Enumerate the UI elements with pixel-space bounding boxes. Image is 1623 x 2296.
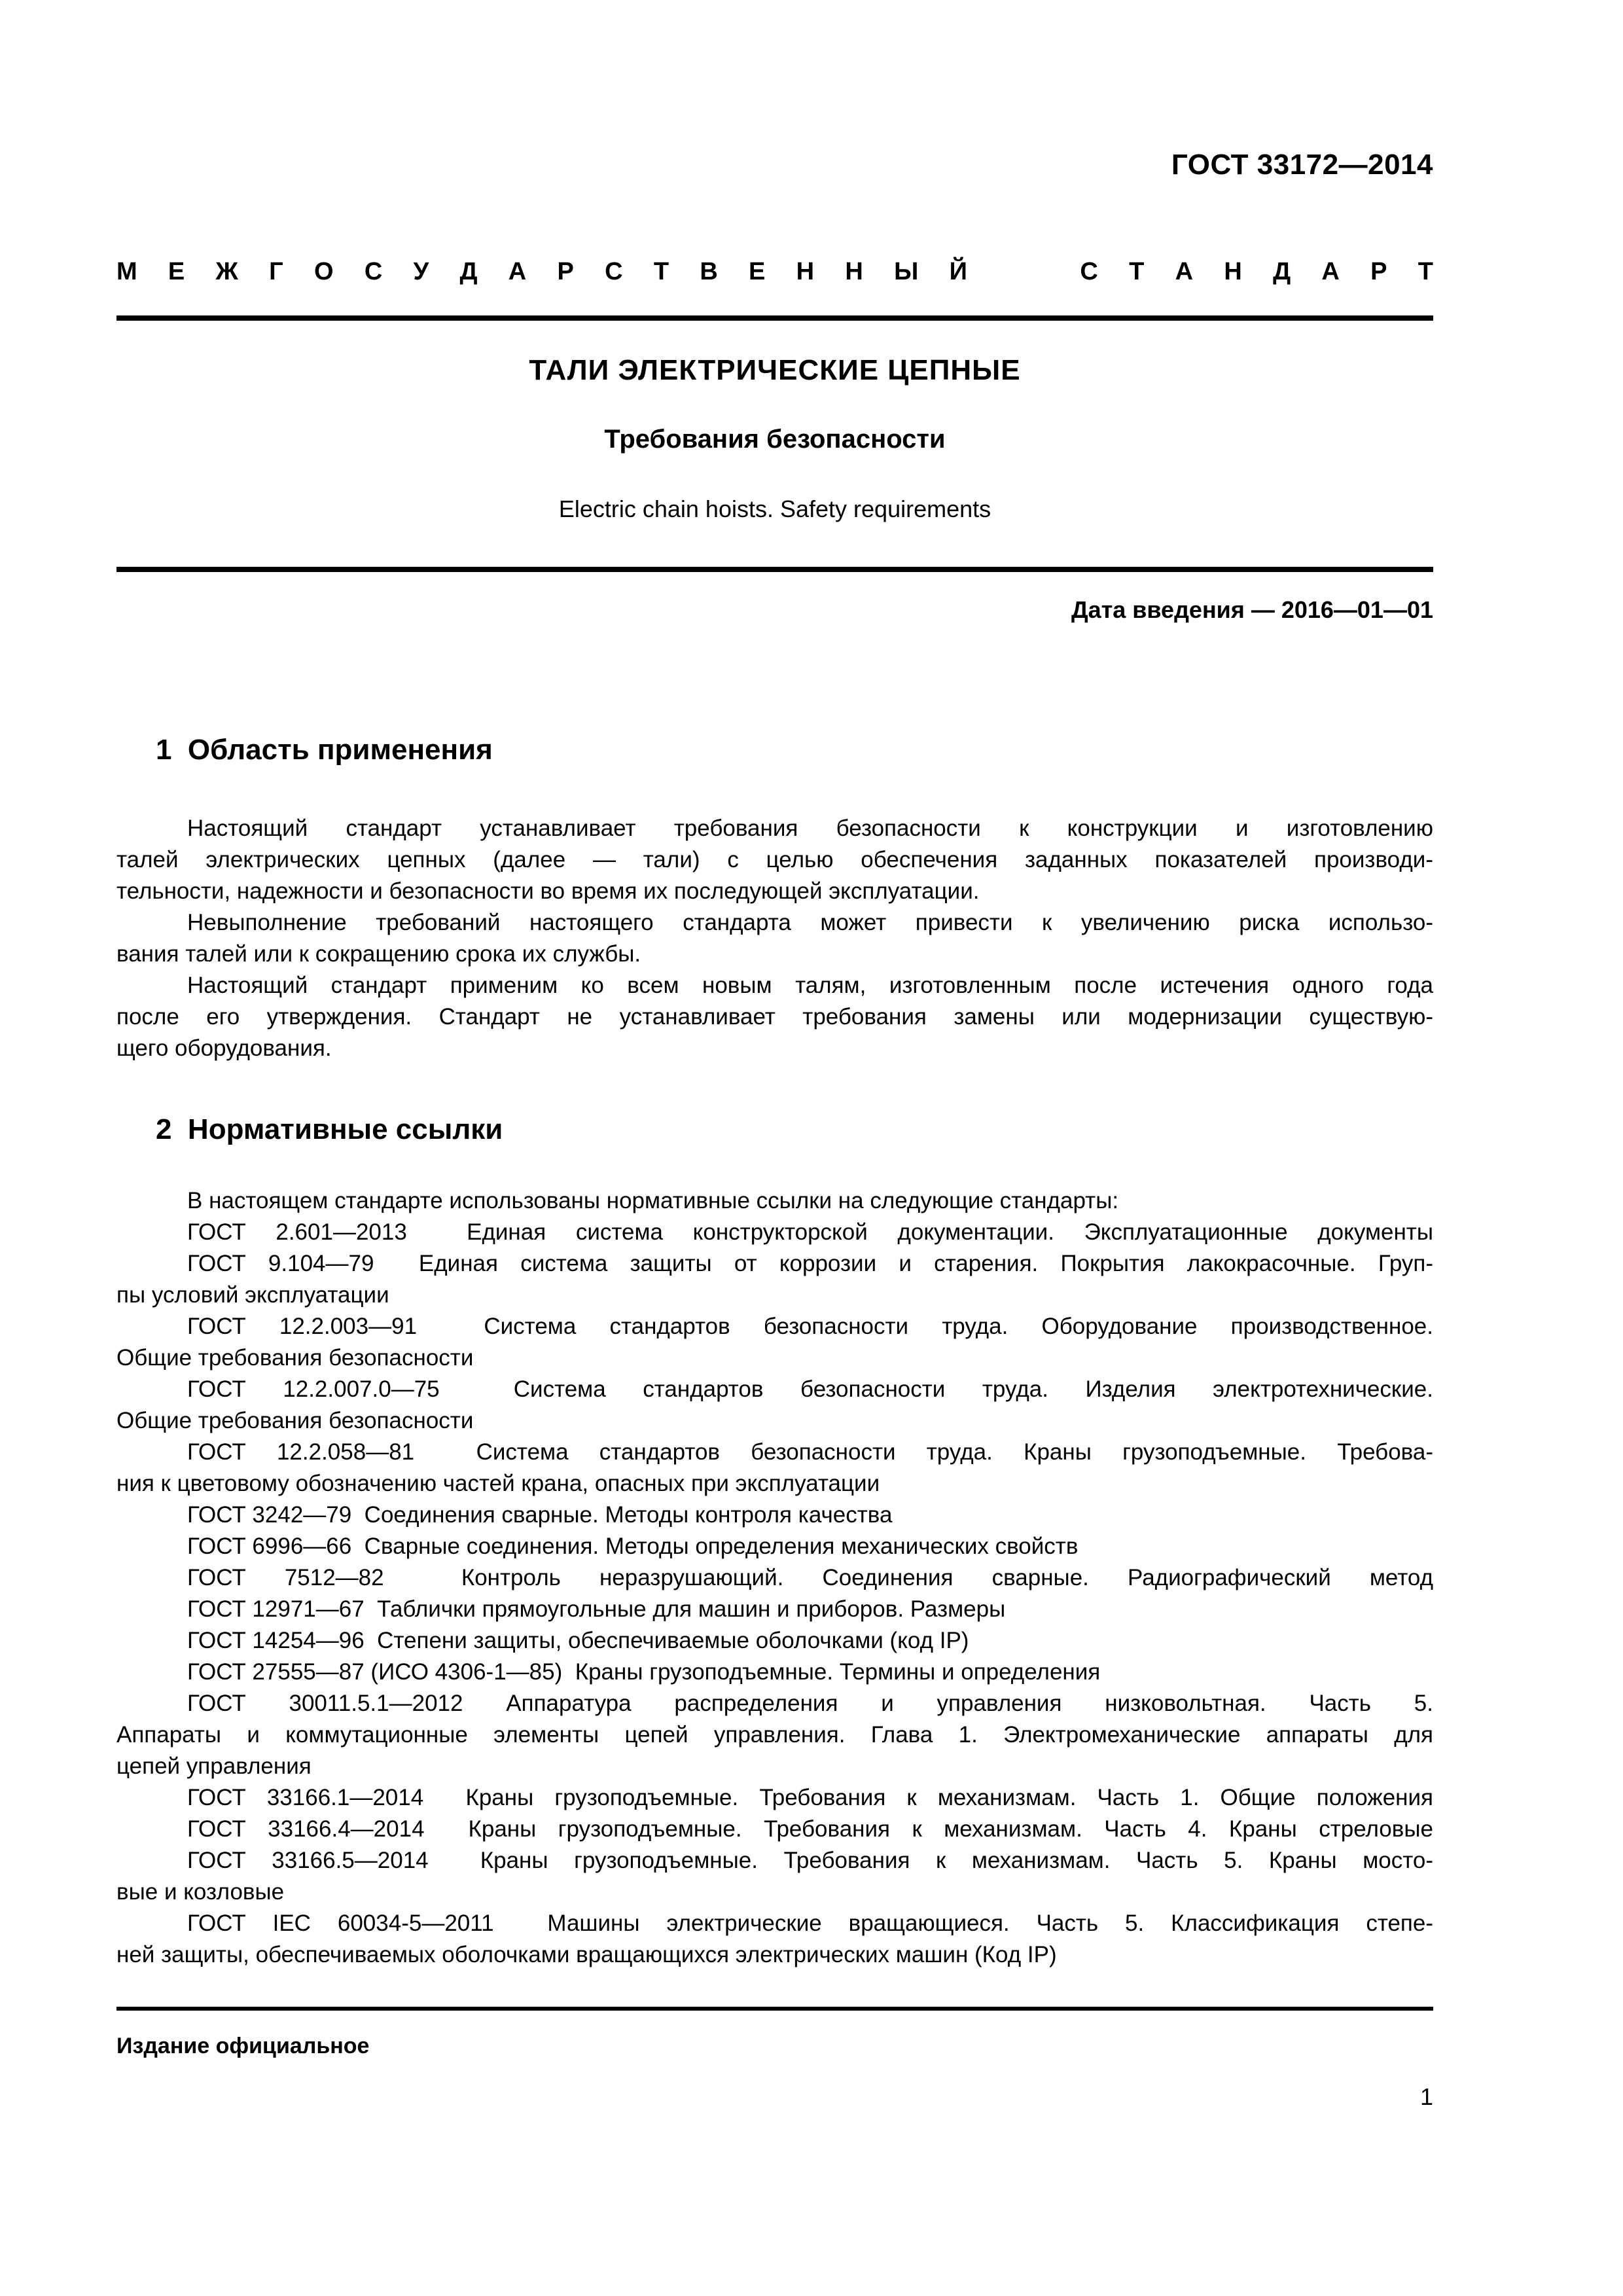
paragraph [116, 813, 1433, 907]
text-line: вания талей или к сокращению срока их службы. [116, 941, 641, 967]
text-line: цепей управления [116, 1753, 312, 1779]
text-line: ГОСТ 12.2.007.0—75 Система стандартов безопасности труда. Изделия электротехнические. [187, 1376, 1433, 1402]
text-line: ГОСТ 12.2.003—91 Система стандартов безопасности труда. Оборудование производственное. [187, 1314, 1433, 1339]
paragraph [116, 1437, 1433, 1499]
text-line: Настоящий стандарт применим ко всем новым талям, изготовленным после истечения одного года [187, 973, 1433, 998]
paragraph [116, 1908, 1433, 1971]
section-2-intro [116, 1185, 1433, 1217]
text-line: ней защиты, обеспечиваемых оболочками вращающихся электрических машин (Код IP) [116, 1942, 1057, 1967]
text-line: ГОСТ 33166.4—2014 Краны грузоподъемные. Требования к механизмам. Часть 4. Краны стреловые [187, 1816, 1433, 1842]
paragraph [116, 1217, 1433, 1248]
text-line: ГОСТ 3242—79 Соединения сварные. Методы контроля качества [187, 1502, 893, 1528]
text-line: вые и козловые [116, 1879, 285, 1905]
references-list [116, 1217, 1433, 1971]
paragraph [116, 1374, 1433, 1437]
paragraph [116, 1657, 1433, 1688]
text-line: пы условий эксплуатации [116, 1282, 389, 1308]
paragraph [116, 1531, 1433, 1562]
text-line: Невыполнение требований настоящего стандарта может привести к увеличению риска использо- [187, 910, 1433, 935]
text-line: ГОСТ 9.104—79 Единая система защиты от коррозии и старения. Покрытия лакокрасочные. Груп- [187, 1251, 1433, 1276]
text-line: Настоящий стандарт устанавливает требования безопасности к конструкции и изготовлению [187, 816, 1433, 841]
paragraph [116, 1562, 1433, 1594]
section-1-heading: 1 Область применения [156, 734, 493, 766]
text-line: ния к цветовому обозначению частей крана, опасных при эксплуатации [116, 1471, 880, 1496]
text-line: ГОСТ 12.2.058—81 Система стандартов безопасности труда. Краны грузоподъемные. Требова- [187, 1439, 1433, 1465]
title-en: Electric chain hoists. Safety requirements [558, 495, 991, 522]
text-line: ГОСТ 33166.5—2014 Краны грузоподъемные. Требования к механизмам. Часть 5. Краны мосто- [187, 1848, 1433, 1873]
text-line: талей электрических цепных (далее — тали) с целью обеспечения заданных показателей производи- [116, 847, 1433, 872]
text-line: В настоящем стандарте использованы нормативные ссылки на следующие стандарты: [187, 1188, 1119, 1213]
subtitle-ru: Требования безопасности [604, 425, 946, 454]
text-line: после его утверждения. Стандарт не устанавливает требования замены или модернизации существую- [116, 1004, 1433, 1030]
text-line: Аппараты и коммутационные элементы цепей управления. Глава 1. Электромеханические аппараты для [116, 1722, 1433, 1748]
text-line: ГОСТ 27555—87 (ИСО 4306-1—85) Краны грузоподъемные. Термины и определения [187, 1659, 1101, 1685]
text-line: ГОСТ 12971—67 Таблички прямоугольные для машин и приборов. Размеры [187, 1596, 1006, 1622]
paragraph [116, 1499, 1433, 1531]
text-line: тельности, надежности и безопасности во время их последующей эксплуатации. [116, 878, 980, 904]
paragraph [116, 1814, 1433, 1845]
text-line: ГОСТ 30011.5.1—2012 Аппаратура распределения и управления низковольтная. Часть 5. [187, 1691, 1433, 1716]
title-divider [116, 567, 1433, 572]
paragraph [116, 1185, 1433, 1217]
text-line: ГОСТ 6996—66 Сварные соединения. Методы определения механических свойств [187, 1534, 1079, 1559]
paragraph [116, 1688, 1433, 1782]
section-2-heading: 2 Нормативные ссылки [156, 1113, 503, 1145]
paragraph [116, 1625, 1433, 1657]
paragraph [116, 1311, 1433, 1374]
text-line: ГОСТ IEC 60034-5—2011 Машины электрические вращающиеся. Часть 5. Классификация степе- [187, 1910, 1433, 1936]
text-line: ГОСТ 2.601—2013 Единая система конструкторской документации. Эксплуатационные документы [187, 1219, 1433, 1245]
header-divider [116, 315, 1433, 321]
paragraph [116, 1782, 1433, 1814]
section-1-paragraphs [116, 813, 1433, 1064]
paragraph [116, 970, 1433, 1064]
title-ru: ТАЛИ ЭЛЕКТРИЧЕСКИЕ ЦЕПНЫЕ [529, 354, 1021, 386]
paragraph [116, 1248, 1433, 1311]
text-line: ГОСТ 7512—82 Контроль неразрушающий. Соединения сварные. Радиографический метод [187, 1565, 1433, 1590]
text-line: ГОСТ 14254—96 Степени защиты, обеспечиваемые оболочками (код IP) [187, 1628, 969, 1653]
page-content [116, 0, 1433, 2062]
text-line: Общие требования безопасности [116, 1345, 474, 1371]
page-number: 1 [1419, 2083, 1433, 2110]
paragraph [116, 1594, 1433, 1625]
effective-date: Дата введения — 2016—01—01 [1071, 596, 1433, 623]
text-line: ГОСТ 33166.1—2014 Краны грузоподъемные. Требования к механизмам. Часть 1. Общие положения [187, 1785, 1433, 1810]
paragraph [116, 1845, 1433, 1908]
imprint: Издание официальное [116, 2034, 370, 2058]
footer-divider [116, 2007, 1433, 2011]
paragraph [116, 907, 1433, 970]
text-line: щего оборудования. [116, 1035, 332, 1061]
standard-type-banner: М Е Ж Г О С У Д А Р С Т В Е Н Н Ы Й С Т А Н Д А Р Т [116, 258, 1433, 285]
doc-code: ГОСТ 33172—2014 [1171, 149, 1433, 181]
text-line: Общие требования безопасности [116, 1408, 474, 1433]
